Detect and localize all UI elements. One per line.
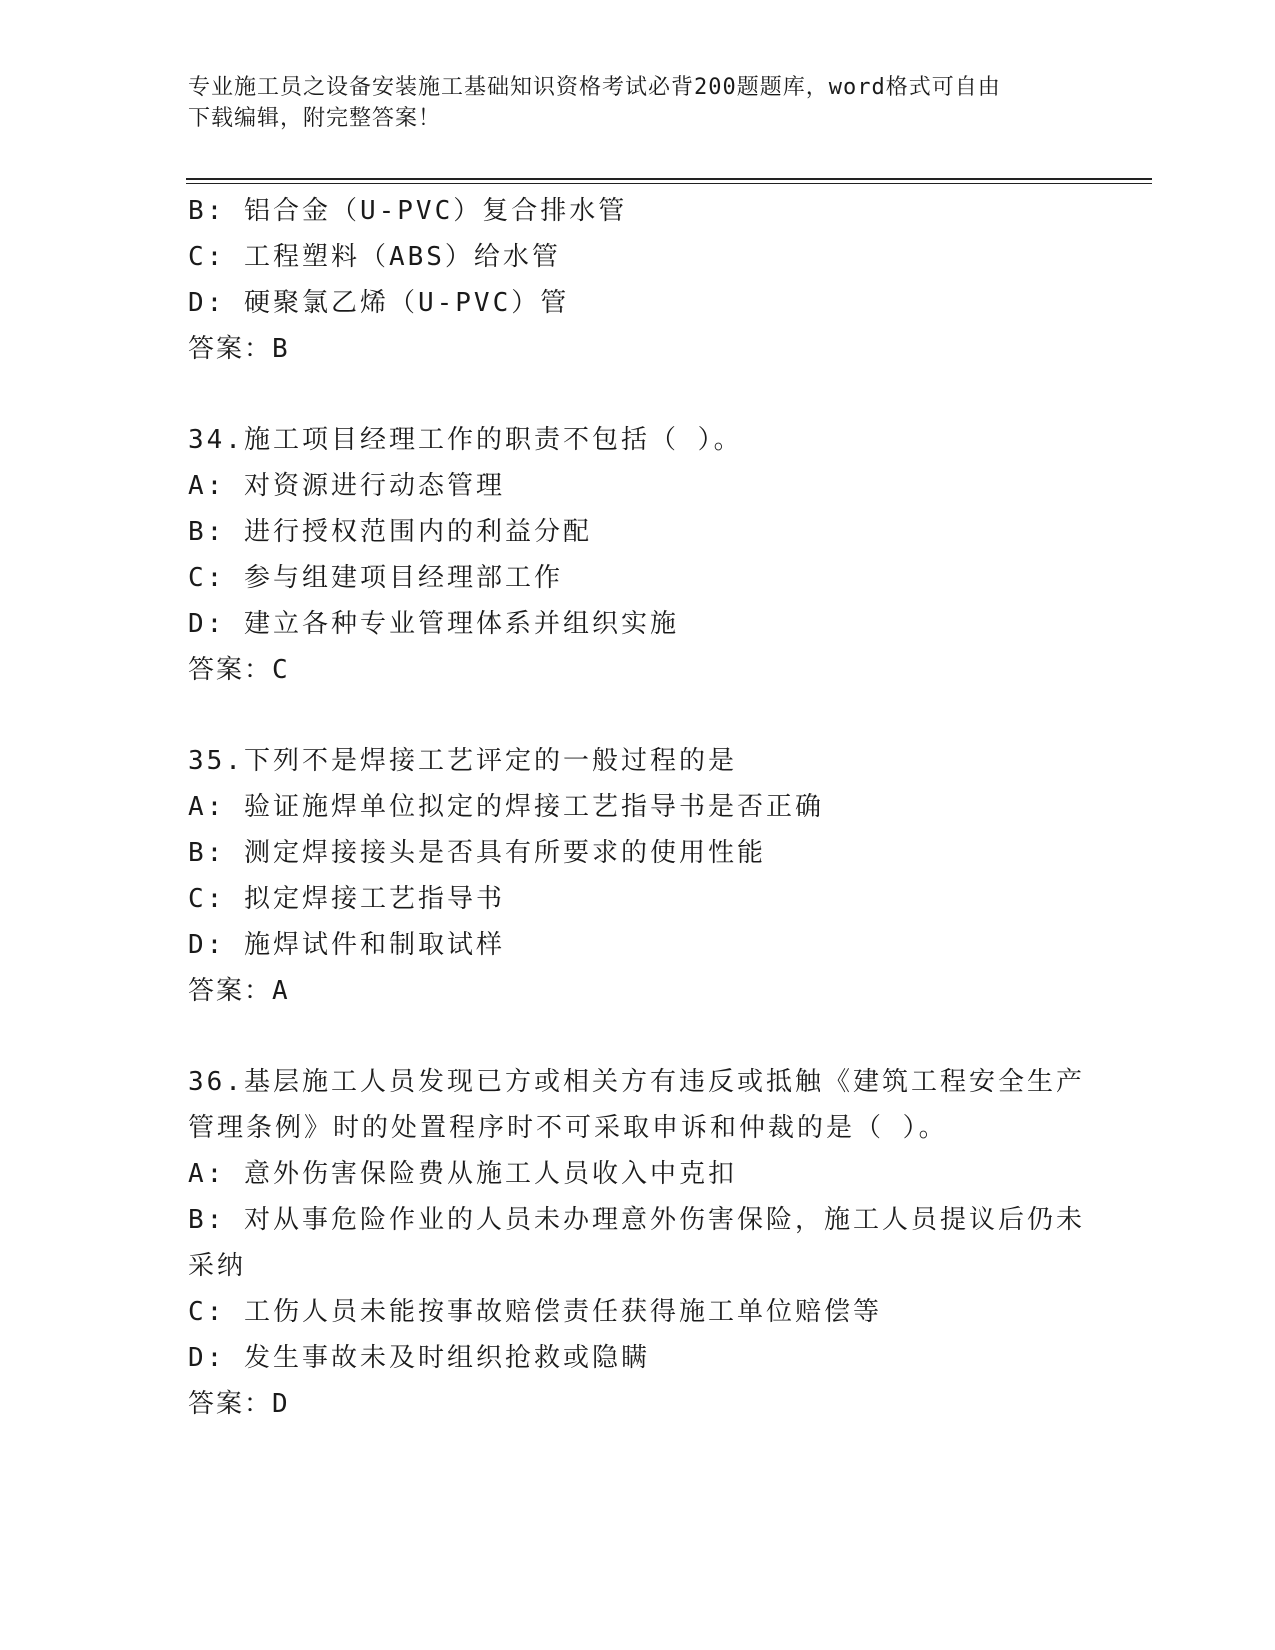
header-line-2: 下载编辑，附完整答案！ — [188, 106, 442, 131]
question-list — [188, 188, 1088, 1427]
question-35 — [188, 738, 1088, 1014]
option-b-continued: 采纳 — [188, 1251, 247, 1281]
option-d: D: 施焊试件和制取试样 — [188, 930, 505, 960]
answer-line: 答案：D — [188, 1389, 290, 1419]
option-d: D: 建立各种专业管理体系并组织实施 — [188, 609, 679, 639]
header-divider-thick — [186, 178, 1152, 180]
answer-line: 答案：B — [188, 334, 290, 364]
option-a: A: 意外伤害保险费从施工人员收入中克扣 — [188, 1159, 737, 1189]
option-a: A: 对资源进行动态管理 — [188, 471, 505, 501]
option-c: C: 拟定焊接工艺指导书 — [188, 884, 505, 914]
option-d: D: 硬聚氯乙烯（U-PVC）管 — [188, 288, 570, 318]
option-d: D: 发生事故未及时组织抢救或隐瞒 — [188, 1343, 650, 1373]
answer-line: 答案：C — [188, 655, 290, 685]
answer-line: 答案：A — [188, 976, 290, 1006]
option-b: B: 对从事危险作业的人员未办理意外伤害保险，施工人员提议后仍未 — [188, 1205, 1085, 1235]
question-34 — [188, 417, 1088, 693]
option-b: B: 测定焊接接头是否具有所要求的使用性能 — [188, 838, 766, 868]
question-stem: 35.下列不是焊接工艺评定的一般过程的是 — [188, 746, 737, 776]
question-stem: 34.施工项目经理工作的职责不包括（ ）。 — [188, 425, 743, 455]
option-c: C: 参与组建项目经理部工作 — [188, 563, 563, 593]
prev-question-block — [188, 188, 1088, 372]
option-c: C: 工伤人员未能按事故赔偿责任获得施工单位赔偿等 — [188, 1297, 882, 1327]
question-36 — [188, 1059, 1088, 1427]
question-stem-continued: 管理条例》时的处置程序时不可采取申诉和仲裁的是（ ）。 — [188, 1113, 948, 1143]
header-line-1: 专业施工员之设备安装施工基础知识资格考试必背200题题库，word格式可自由 — [188, 75, 1001, 100]
option-a: A: 验证施焊单位拟定的焊接工艺指导书是否正确 — [188, 792, 824, 822]
option-b: B: 进行授权范围内的利益分配 — [188, 517, 592, 547]
question-stem: 36.基层施工人员发现已方或相关方有违反或抵触《建筑工程安全生产 — [188, 1067, 1085, 1097]
document-header — [188, 72, 1078, 134]
header-divider-thin — [186, 183, 1152, 184]
option-c: C: 工程塑料（ABS）给水管 — [188, 242, 561, 272]
option-b: B: 铝合金（U-PVC）复合排水管 — [188, 196, 628, 226]
